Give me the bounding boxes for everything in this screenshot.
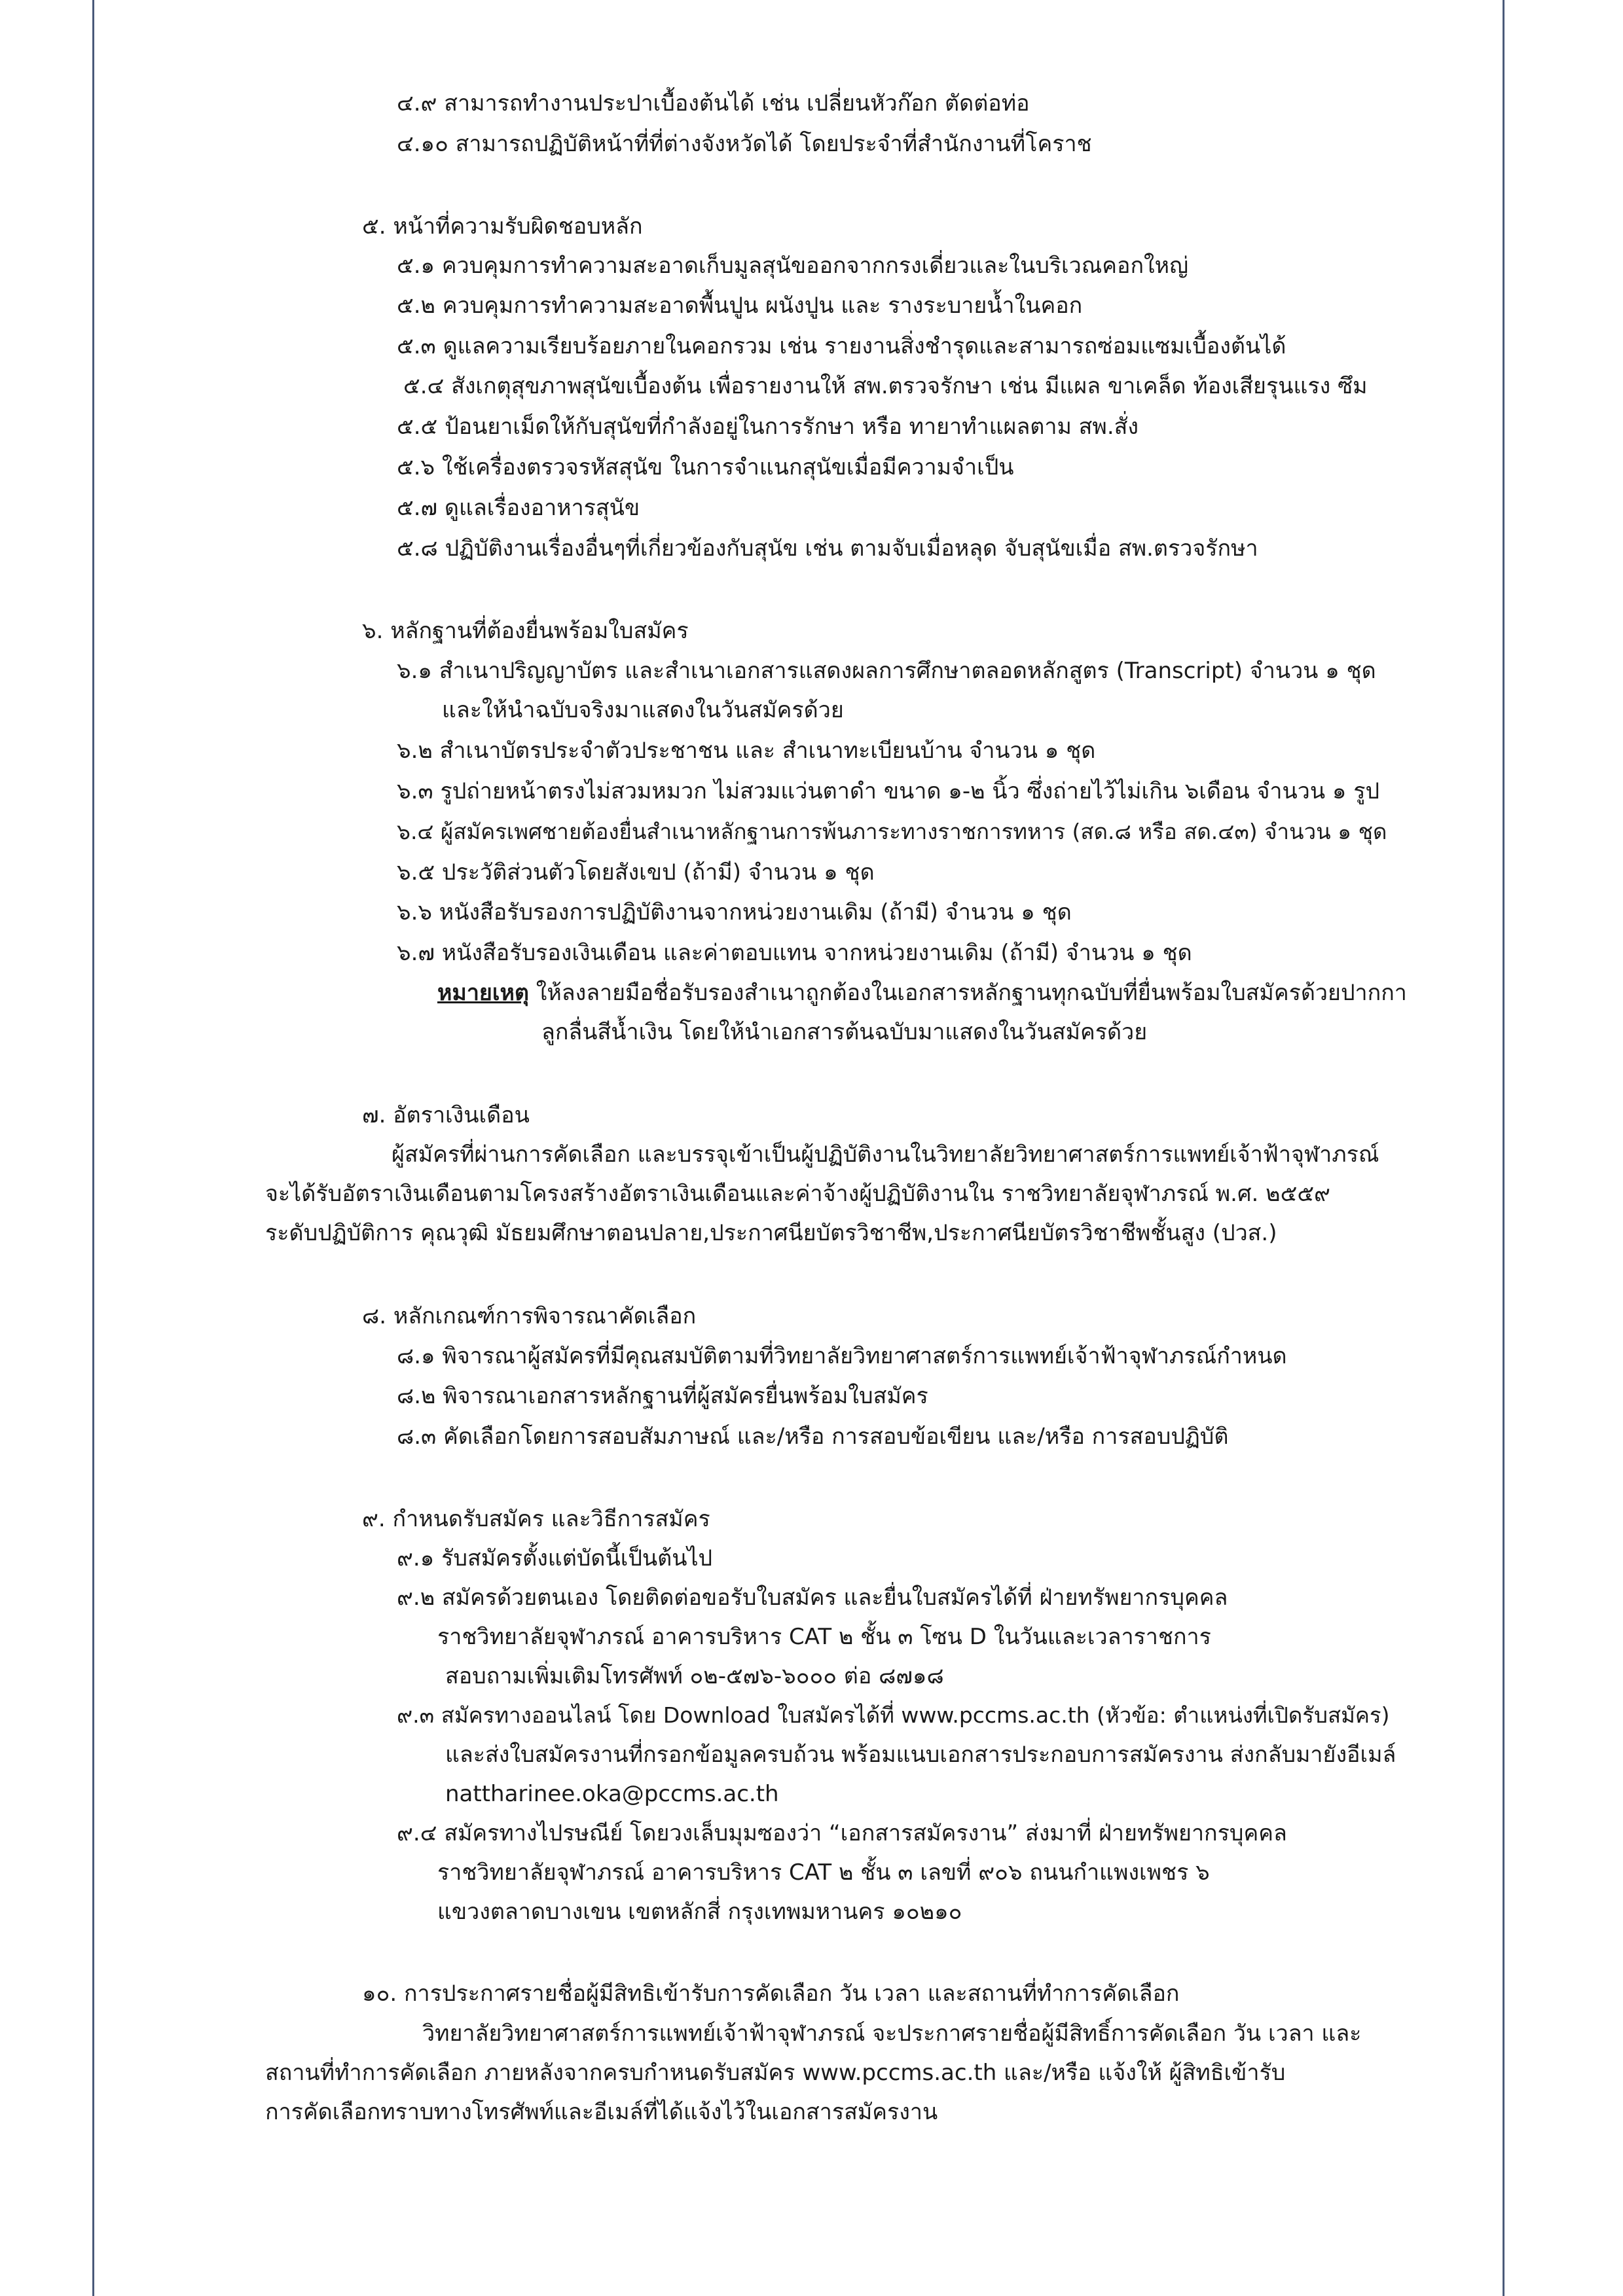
item-5-6: ๕.๖ ใช้เครื่องตรวจรหัสสุนัข ในการจำแนกสุนัขเมื่อมีความจำเป็น <box>397 454 1014 480</box>
note-line-2: ลูกลื่นสีน้ำเงิน โดยให้นำเอกสารต้นฉบับมาแสดงในวันสมัครด้วย <box>541 1019 1148 1045</box>
item-9-4-district: แขวงตลาดบางเขน เขตหลักสี่ กรุงเทพมหานคร ๑๐๒๑๐ <box>437 1899 962 1925</box>
section-9-heading: ๙. กำหนดรับสมัคร และวิธีการสมัคร <box>362 1506 710 1532</box>
item-8-2: ๘.๒ พิจารณาเอกสารหลักฐานที่ผู้สมัครยื่นพร้อมใบสมัคร <box>397 1383 928 1409</box>
item-6-2: ๖.๒ สำเนาบัตรประจำตัวประชาชน และ สำเนาทะเบียนบ้าน จำนวน ๑ ชุด <box>397 738 1096 764</box>
left-margin-rule <box>92 0 94 2296</box>
item-5-7: ๕.๗ ดูแลเรื่องอาหารสุนัข <box>397 495 640 521</box>
item-6-1: ๖.๑ สำเนาปริญญาบัตร และสำเนาเอกสารแสดงผลการศึกษาตลอดหลักสูตร (Transcript) จำนวน ๑ ชุด <box>397 658 1376 684</box>
item-8-3: ๘.๓ คัดเลือกโดยการสอบสัมภาษณ์ และ/หรือ การสอบข้อเขียน และ/หรือ การสอบปฏิบัติ <box>397 1424 1229 1450</box>
item-4-9: ๔.๙ สามารถทำงานประปาเบื้องต้นได้ เช่น เปลี่ยนหัวก๊อก ตัดต่อท่อ <box>397 90 1030 117</box>
item-9-1: ๙.๑ รับสมัครตั้งแต่บัดนี้เป็นต้นไป <box>397 1545 713 1571</box>
item-6-4: ๖.๔ ผู้สมัครเพศชายต้องยื่นสำเนาหลักฐานการพ้นภาระทางราชการทหาร (สด.๘ หรือ สด.๔๓) จำนวน ๑ ชุด <box>397 819 1387 844</box>
section-6-heading: ๖. หลักฐานที่ต้องยื่นพร้อมใบสมัคร <box>362 618 689 644</box>
item-6-7: ๖.๗ หนังสือรับรองเงินเดือน และค่าตอบแทน จากหน่วยงานเดิม (ถ้ามี) จำนวน ๑ ชุด <box>397 940 1192 966</box>
item-9-4: ๙.๔ สมัครทางไปรษณีย์ โดยวงเล็บมุมซองว่า “เอกสารสมัครงาน” ส่งมาที่ ฝ่ายทรัพยากรบุคคล <box>397 1820 1287 1846</box>
item-5-4: ๕.๔ สังเกตุสุขภาพสุนัขเบื้องต้น เพื่อรายงานให้ สพ.ตรวจรักษา เช่น มีแผล ขาเคล็ด ท้องเสียรุนแรง ซึม <box>403 373 1368 399</box>
item-6-1-cont: และให้นำฉบับจริงมาแสดงในวันสมัครด้วย <box>442 697 844 723</box>
item-9-3: ๙.๓ สมัครทางออนไลน์ โดย Download ใบสมัครได้ที่ www.pccms.ac.th (หัวข้อ: ตำแหน่งที่เปิดรับสมัคร) <box>397 1702 1390 1728</box>
announce-para-line-1: วิทยาลัยวิทยาศาสตร์การแพทย์เจ้าฟ้าจุฬาภรณ์ จะประกาศรายชื่อผู้มีสิทธิ์การคัดเลือก วัน เวลา และ <box>422 2020 1362 2047</box>
announce-para-line-3: การคัดเลือกทราบทางโทรศัพท์และอีเมล์ที่ได้แจ้งไว้ในเอกสารสมัครงาน <box>265 2099 938 2125</box>
item-6-6: ๖.๖ หนังสือรับรองการปฏิบัติงานจากหน่วยงานเดิม (ถ้ามี) จำนวน ๑ ชุด <box>397 899 1072 925</box>
item-6-5: ๖.๕ ประวัติส่วนตัวโดยสังเขป (ถ้ามี) จำนวน ๑ ชุด <box>397 859 875 886</box>
item-6-3: ๖.๓ รูปถ่ายหน้าตรงไม่สวมหมวก ไม่สวมแว่นตาดำ ขนาด ๑-๒ นิ้ว ซึ่งถ่ายไว้ไม่เกิน ๖เดือน จำนวน ๑ รูป <box>397 778 1380 804</box>
salary-para-line-3: ระดับปฏิบัติการ คุณวุฒิ มัธยมศึกษาตอนปลาย,ประกาศนียบัตรวิชาชีพ,ประกาศนียบัตรวิชาชีพชั้นสูง (ปวส.) <box>265 1220 1277 1246</box>
item-9-3-cont: และส่งใบสมัครงานที่กรอกข้อมูลครบถ้วน พร้อมแนบเอกสารประกอบการสมัครงาน ส่งกลับมายังอีเมล์ <box>445 1742 1396 1768</box>
item-4-10: ๔.๑๐ สามารถปฏิบัติหน้าที่ที่ต่างจังหวัดได้ โดยประจำที่สำนักงานที่โคราช <box>397 131 1092 157</box>
section-10-heading: ๑๐. การประกาศรายชื่อผู้มีสิทธิเข้ารับการคัดเลือก วัน เวลา และสถานที่ทำการคัดเลือก <box>362 1981 1180 2007</box>
item-9-4-address: ราชวิทยาลัยจุฬาภรณ์ อาคารบริหาร CAT ๒ ชั้น ๓ เลขที่ ๙๐๖ ถนนกำแพงเพชร ๖ <box>437 1859 1210 1886</box>
announce-para-line-2: สถานที่ทำการคัดเลือก ภายหลังจากครบกำหนดรับสมัคร www.pccms.ac.th และ/หรือ แจ้งให้ ผู้สิทธิเข้ารับ <box>265 2060 1286 2086</box>
item-5-1: ๕.๑ ควบคุมการทำความสะอาดเก็บมูลสุนัขออกจากกรงเดี่ยวและในบริเวณคอกใหญ่ <box>397 253 1189 279</box>
section-7-heading: ๗. อัตราเงินเดือน <box>362 1102 530 1128</box>
section-8-heading: ๘. หลักเกณฑ์การพิจารณาคัดเลือก <box>362 1303 697 1329</box>
note-line-1 <box>437 980 1407 1006</box>
item-9-2: ๙.๒ สมัครด้วยตนเอง โดยติดต่อขอรับใบสมัคร และยื่นใบสมัครได้ที่ ฝ่ายทรัพยากรบุคคล <box>397 1585 1228 1611</box>
item-9-2-phone: สอบถามเพิ่มเติมโทรศัพท์ ๐๒-๕๗๖-๖๐๐๐ ต่อ ๘๗๑๘ <box>445 1663 944 1689</box>
salary-para-line-2: จะได้รับอัตราเงินเดือนตามโครงสร้างอัตราเงินเดือนและค่าจ้างผู้ปฏิบัติงานใน ราชวิทยาลัยจุฬาภรณ์ พ.ศ. ๒๕๕๙ <box>265 1181 1330 1207</box>
item-5-8: ๕.๘ ปฏิบัติงานเรื่องอื่นๆที่เกี่ยวข้องกับสุนัข เช่น ตามจับเมื่อหลุด จับสุนัขเมื่อ สพ.ตรวจรักษา <box>397 535 1258 562</box>
right-margin-rule <box>1503 0 1504 2296</box>
note-label: หมายเหตุ <box>437 980 529 1006</box>
item-9-2-address: ราชวิทยาลัยจุฬาภรณ์ อาคารบริหาร CAT ๒ ชั้น ๓ โซน D ในวันและเวลาราชการ <box>437 1624 1211 1650</box>
note-text: ให้ลงลายมือชื่อรับรองสำเนาถูกต้องในเอกสารหลักฐานทุกฉบับที่ยื่นพร้อมใบสมัครด้วยปากกา <box>528 980 1407 1006</box>
item-5-5: ๕.๕ ป้อนยาเม็ดให้กับสุนัขที่กำลังอยู่ในการรักษา หรือ ทายาทำแผลตาม สพ.สั่ง <box>397 414 1139 440</box>
email-address: nattharinee.oka@pccms.ac.th <box>445 1781 779 1807</box>
item-5-2: ๕.๒ ควบคุมการทำความสะอาดพื้นปูน ผนังปูน และ รางระบายน้ำในคอก <box>397 293 1083 319</box>
item-5-3: ๕.๓ ดูแลความเรียบร้อยภายในคอกรวม เช่น รายงานสิ่งชำรุดและสามารถซ่อมแซมเบื้องต้นได้ <box>397 333 1286 359</box>
item-8-1: ๘.๑ พิจารณาผู้สมัครที่มีคุณสมบัติตามที่วิทยาลัยวิทยาศาสตร์การแพทย์เจ้าฟ้าจุฬาภรณ์กำหนด <box>397 1343 1287 1369</box>
salary-para-line-1: ผู้สมัครที่ผ่านการคัดเลือก และบรรจุเข้าเป็นผู้ปฏิบัติงานในวิทยาลัยวิทยาศาสตร์การแพทย์เจ้าฟ้าจุฬาภรณ์ <box>392 1141 1379 1168</box>
section-5-heading: ๕. หน้าที่ความรับผิดชอบหลัก <box>362 213 643 240</box>
